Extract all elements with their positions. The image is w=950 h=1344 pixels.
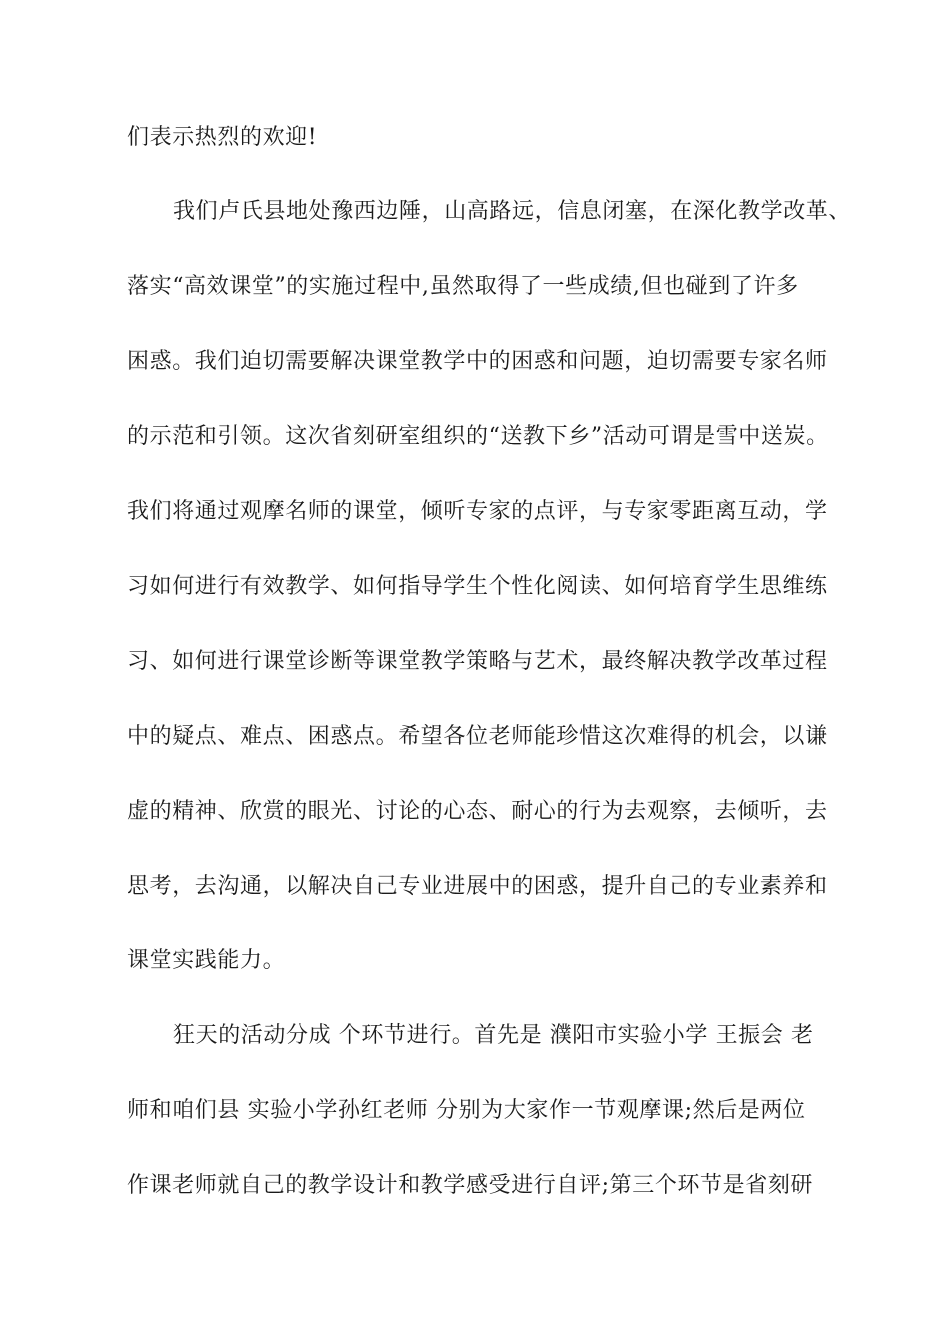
text-line: 虚的精神、欣赏的眼光、讨论的心态、耐心的行为去观察，去倾听，去	[127, 799, 828, 824]
text-line: 中的疑点、难点、困惑点。希望各位老师能珍惜这次难得的机会，以谦	[127, 724, 828, 749]
text-line: 思考，去沟通，以解决自己专业进展中的困惑，提升自己的专业素养和	[127, 874, 828, 899]
paragraph-start-line: 我们卢氏县地处豫西边陲，山高路远，信息闭塞，在深化教学改革、	[173, 199, 852, 224]
text-line: 习如何进行有效教学、如何指导学生个性化阅读、如何培育学生思维练	[127, 574, 828, 599]
text-line: 困惑。我们迫切需要解决课堂教学中的困惑和问题，迫切需要专家名师	[127, 349, 828, 374]
text-line: 作课老师就自己的教学设计和教学感受进行自评;第三个环节是省刻研	[127, 1173, 814, 1198]
text-line: 们表示热烈的欢迎!	[127, 125, 318, 150]
text-line: 落实“高效课堂”的实施过程中,虽然取得了一些成绩,但也碰到了许多	[127, 274, 799, 299]
text-line: 我们将通过观摩名师的课堂，倾听专家的点评，与专家零距离互动，学	[127, 499, 828, 524]
text-line: 习、如何进行课堂诊断等课堂教学策略与艺术，最终解决教学改革过程	[127, 649, 828, 674]
text-line: 的示范和引领。这次省刻研室组织的“送教下乡”活动可谓是雪中送炭。	[127, 424, 829, 449]
text-line: 课堂实践能力。	[127, 948, 286, 973]
text-line: 师和咱们县 实验小学孙红老师 分别为大家作一节观摩课;然后是两位	[127, 1098, 806, 1123]
paragraph-start-line: 狂天的活动分成 个环节进行。首先是 濮阳市实验小学 王振会 老	[173, 1023, 814, 1048]
